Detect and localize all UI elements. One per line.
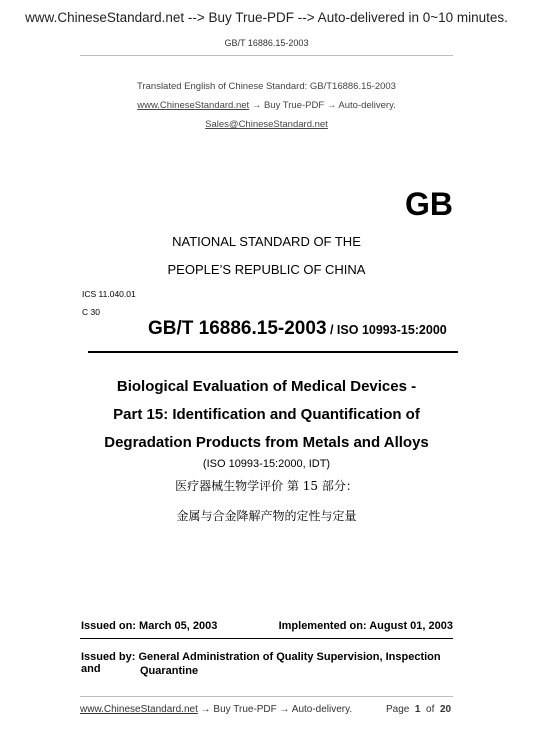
- page-of: of: [426, 704, 435, 715]
- footer-divider: [80, 696, 453, 697]
- ccs-code: C 30: [82, 307, 100, 317]
- ics-code: ICS 11.040.01: [82, 289, 136, 299]
- gb-mark: GB: [405, 186, 453, 222]
- issuer-label: Issued by:: [81, 651, 136, 663]
- chinese-title-line1: 医疗器械生物学评价 第 15 部分：: [175, 479, 358, 493]
- issuer-block: [81, 651, 456, 675]
- title-divider: [88, 351, 458, 353]
- buy-text: → Buy True-PDF → Auto-delivery.: [249, 100, 396, 111]
- standard-code: [148, 318, 453, 340]
- issued-date: Issued on: March 05, 2003: [81, 620, 218, 632]
- header-doc-id: GB/T 16886.15-2003: [224, 38, 309, 48]
- header-divider: [80, 55, 453, 56]
- issuer-line2: Quarantine: [140, 665, 199, 677]
- site-link[interactable]: www.ChineseStandard.net: [137, 100, 250, 111]
- national-standard-line1: NATIONAL STANDARD OF THE: [172, 234, 361, 249]
- title-line3: Degradation Products from Metals and Alloys: [104, 434, 429, 451]
- national-standard-line2: PEOPLE’S REPUBLIC OF CHINA: [167, 262, 366, 277]
- footer-links: [80, 704, 352, 715]
- email-link[interactable]: Sales@ChineseStandard.net: [205, 119, 328, 130]
- page-label: Page: [386, 704, 410, 715]
- email-line: [0, 119, 533, 130]
- footer-site-link[interactable]: www.ChineseStandard.net: [80, 704, 198, 715]
- title-line1: Biological Evaluation of Medical Devices -: [116, 378, 417, 395]
- gb-code: GB/T 16886.15-2003: [148, 318, 327, 339]
- page-indicator: [386, 704, 451, 715]
- implemented-date: Implemented on: August 01, 2003: [278, 620, 453, 632]
- page-number: 1: [414, 704, 421, 715]
- page-total: 20: [439, 704, 452, 715]
- idt-note: (ISO 10993-15:2000, IDT): [202, 458, 331, 470]
- title-line2: Part 15: Identification and Quantification of: [113, 406, 420, 423]
- issuer-line1: General Administration of Quality Supervision, Inspection and: [81, 651, 441, 675]
- translation-links: [0, 100, 533, 111]
- dates-divider: [80, 638, 453, 639]
- chinese-title-line2: 金属与合金降解产物的定性与定量: [176, 509, 357, 523]
- iso-code: / ISO 10993-15:2000: [326, 323, 447, 337]
- translation-line: Translated English of Chinese Standard: GB/T16886.15-2003: [137, 81, 396, 92]
- footer-buy-text: → Buy True-PDF → Auto-delivery.: [197, 704, 353, 715]
- top-banner[interactable]: www.ChineseStandard.net --> Buy True-PDF --> Auto-delivered in 0~10 minutes.: [25, 10, 508, 25]
